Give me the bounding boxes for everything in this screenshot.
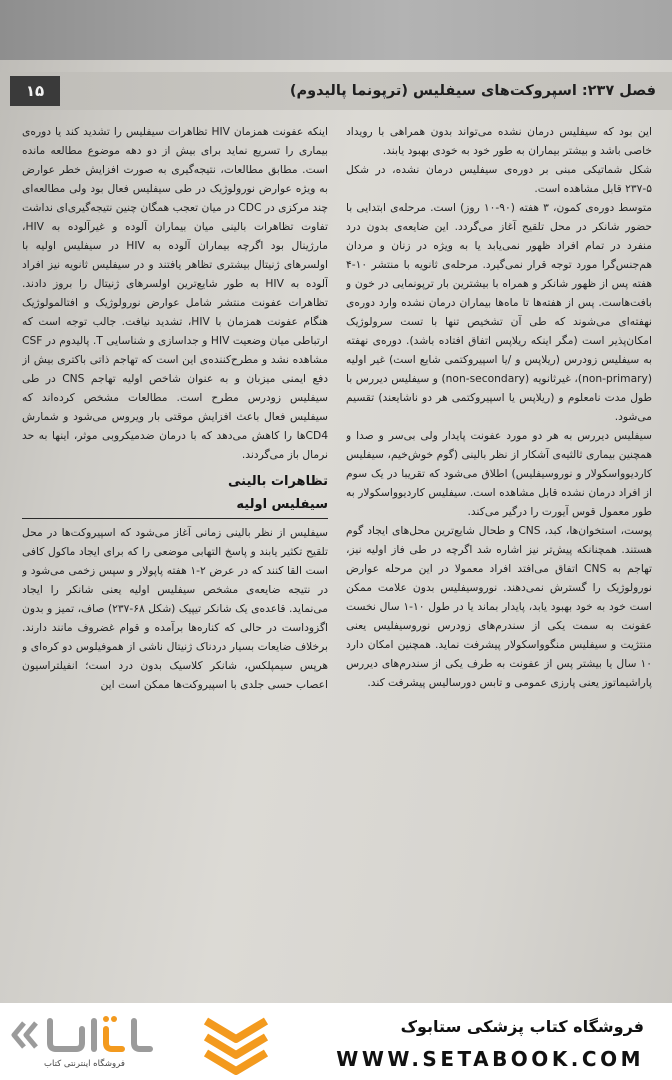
store-name: فروشگاه کتاب پزشکی ستابوک bbox=[400, 1017, 644, 1036]
section-heading: تظاهرات بالینی bbox=[228, 474, 328, 489]
paragraph: متوسط دوره‌ی کمون، ۳ هفته (۹۰-۱۰ روز) است. مرحله‌ی ابتدایی با حضور شانکر در محل تلقیح آغاز می‌گردد. این ضایعه‌ی بدون درد منفرد در تمام افراد ظهور نمی‌یابد یا به ویژه در زنان و مردان هم‌جنس‌گرا مورد توجه قرار نمی‌گیرد. مرحله‌ی ثانویه با منتشر ۱۰-۴ هفته پس از ظهور شانکر و همراه با بیشترین بار ترپونمایی در خون و بافت‌هاست. پس از هفته‌ها تا ماه‌ها بیماران درمان نشده وارد دوره‌ی نهفته‌ای می‌شوند که طی آن تشخیص تنها با تست سرولوژیک امکان‌پذیر است (مگر اینکه ریلاپس اتفاق افتاده باشد). دوره‌ی نهفته به سیفلیس زودرس (ریلاپس و /یا اسپیروکتمی شایع است) غیر اولیه (non-primary)، غیرثانویه (non-secondary) و سیفلیس دیررس با طول مدت نامعلوم و (ریلاپس یا اسپیروکتمی هر دو ناشایعند) تقسیم می‌شود. bbox=[346, 201, 652, 423]
paragraph: شکل شماتیکی مبنی بر دوره‌ی سیفلیس درمان نشده، در شکل ۵-۲۳۷ قابل مشاهده است. bbox=[346, 163, 652, 195]
store-logo[interactable] bbox=[10, 1009, 290, 1075]
paragraph: سیفلیس دیررس به هر دو مورد عفونت پایدار ولی بی‌سر و صدا و همچنین بیماری ثالثیه‌ی آشکار از نظر بالینی (گوم خوش‌خیم، سیفلیس کاردیوواسکولار و نوروسیفلیس) اطلاق می‌شود که تقریبا در یک سوم از افراد درمان نشده قابل مشاهده است. سیفلیس کاردیوواسکولار به طور معمول قوس آیورت را درگیر می‌کند. bbox=[346, 429, 652, 518]
paragraph: سیفلیس از نظر بالینی زمانی آغاز می‌شود که اسپیروکت‌ها در محل تلقیح تکثیر یابند و پاسخ التهابی موضعی را که برای ایجاد ماکول کافی است القا کنند که در عرض ۲-۱ هفته پاپولار و سپس زخمی می‌شود و در نتیجه ضایعه‌ی مشخص سیفلیس اولیه یعنی شانکر را ایجاد می‌نماید. قاعده‌ی یک شانکر تیپیک (شکل ۶۸-۲۳۷) صاف، تمیز و بدون اگزوداست در حالی که کناره‌ها برآمده و قوام غضروف مانند دارند. برخلاف ضایعات بسیار دردناک ژنیتال ناشی از هموفیلوس دو کره‌ای و هرپس سیمپلکس، شانکر کلاسیک بدون درد است؛ انفیلتراسیون اعصاب حسی جلدی با اسپیروکت‌ها ممکن است این bbox=[22, 526, 328, 691]
store-url-link[interactable]: WWW.SETABOOK.COM bbox=[336, 1047, 644, 1071]
chapter-title: فصل ۲۳۷: اسپروکت‌های سیفلیس (ترپونما پالیدوم) bbox=[289, 83, 656, 99]
page-number: ۱۵ bbox=[10, 76, 60, 106]
right-text-column bbox=[346, 122, 652, 1000]
logo-tagline: فروشگاه اینترنتی کتاب bbox=[44, 1059, 125, 1069]
left-text-column bbox=[22, 122, 328, 1000]
paragraph: پوست، استخوان‌ها، کبد، CNS و طحال شایع‌ترین محل‌های ایجاد گوم هستند. همچنانکه پیش‌تر نیز اشاره شد اگرچه در طی فاز اولیه نیز، تهاجم به CNS اتفاق می‌افتد افراد معمولا در این مرحله عوارض نورولوژیک را گسترش نمی‌دهند. نوروسیفلیس بدون علامت ممکن است خود به خود بهبود یابد، پایدار بماند یا در طول ۱۰-۱ سال نخست عفونت به سمت یکی از سندرم‌های زودرس نوروسیفلیس یعنی منتژیت و سیفلیس منگوواسکولار پیشرفت نماید. همچنین امکان دارد ۱۰ سال یا بیشتر پس از عفونت به طرف یکی از سندرم‌های دیررس پاراشیماتوز یعنی پارزی عمومی و تابس دورسالیس پیشرفت کند. bbox=[346, 524, 652, 689]
top-shadow-band bbox=[0, 0, 672, 60]
paragraph: اینکه عفونت همزمان HIV تظاهرات سیفلیس را تشدید کند یا دوره‌ی بیماری را تسریع نماید برای بیش از دو دهه موضوع مطالعه مانده است. مطابق مطالعات، نتیجه‌گیری به صورت افزایش خطر عوارض به ویژه عوارض نورولوژیک در طی سیفلیس فعال بود ولی مطالعه‌ای چند مرکزی در CDC در میان تعجب همگان چنین نتیجه‌گیری‌ای نداشت تفاوت تظاهرات بالینی میان بیماران آلوده و غیرآلوده به HIV، مارژینال بود اگرچه بیماران آلوده به HIV در سیفلیس اولیه با اولسرهای ژنیتال بیشتری تظاهر یافتند و در سیفلیس ثانویه نیز افراد آلوده به HIV به طور شایع‌ترین اولسرهای ژنیتال را بروز دادند. تظاهرات عفونت منتشر شامل عوارض نورولوژیک و افتالمولوژیک هنگام عفونت همزمان با HIV، تشدید نیافت. جالب توجه است که ارتباطی میان وضعیت HIV و جداسازی و شناسایی T. پالیدوم در CSF مشاهده نشد و مطرح‌کننده‌ی این است که تهاجم ذاتی باکتری بیش از دفع ایمنی میزبان و به عنوان شاخص اولیه تهاجم CNS در طی سیفلیس زودرس مطرح است. مطالعات مشخص کرده‌اند که سیفلیس فعال باعث افزایش موقتی بار ویروس می‌شود و شمارش CD4ها را کاهش می‌دهد که با درمان ضدمیکروبی موثر، اینها به حد نرمال باز می‌گردند. bbox=[22, 125, 328, 461]
paragraph: این بود که سیفلیس درمان نشده می‌تواند بدون همراهی با رویداد خاصی باشد و بیشتر بیماران به طور خود به خودی بهبود یابند. bbox=[346, 125, 652, 157]
store-footer bbox=[0, 1003, 672, 1080]
subsection-heading: سیفلیس اولیه bbox=[22, 494, 328, 519]
